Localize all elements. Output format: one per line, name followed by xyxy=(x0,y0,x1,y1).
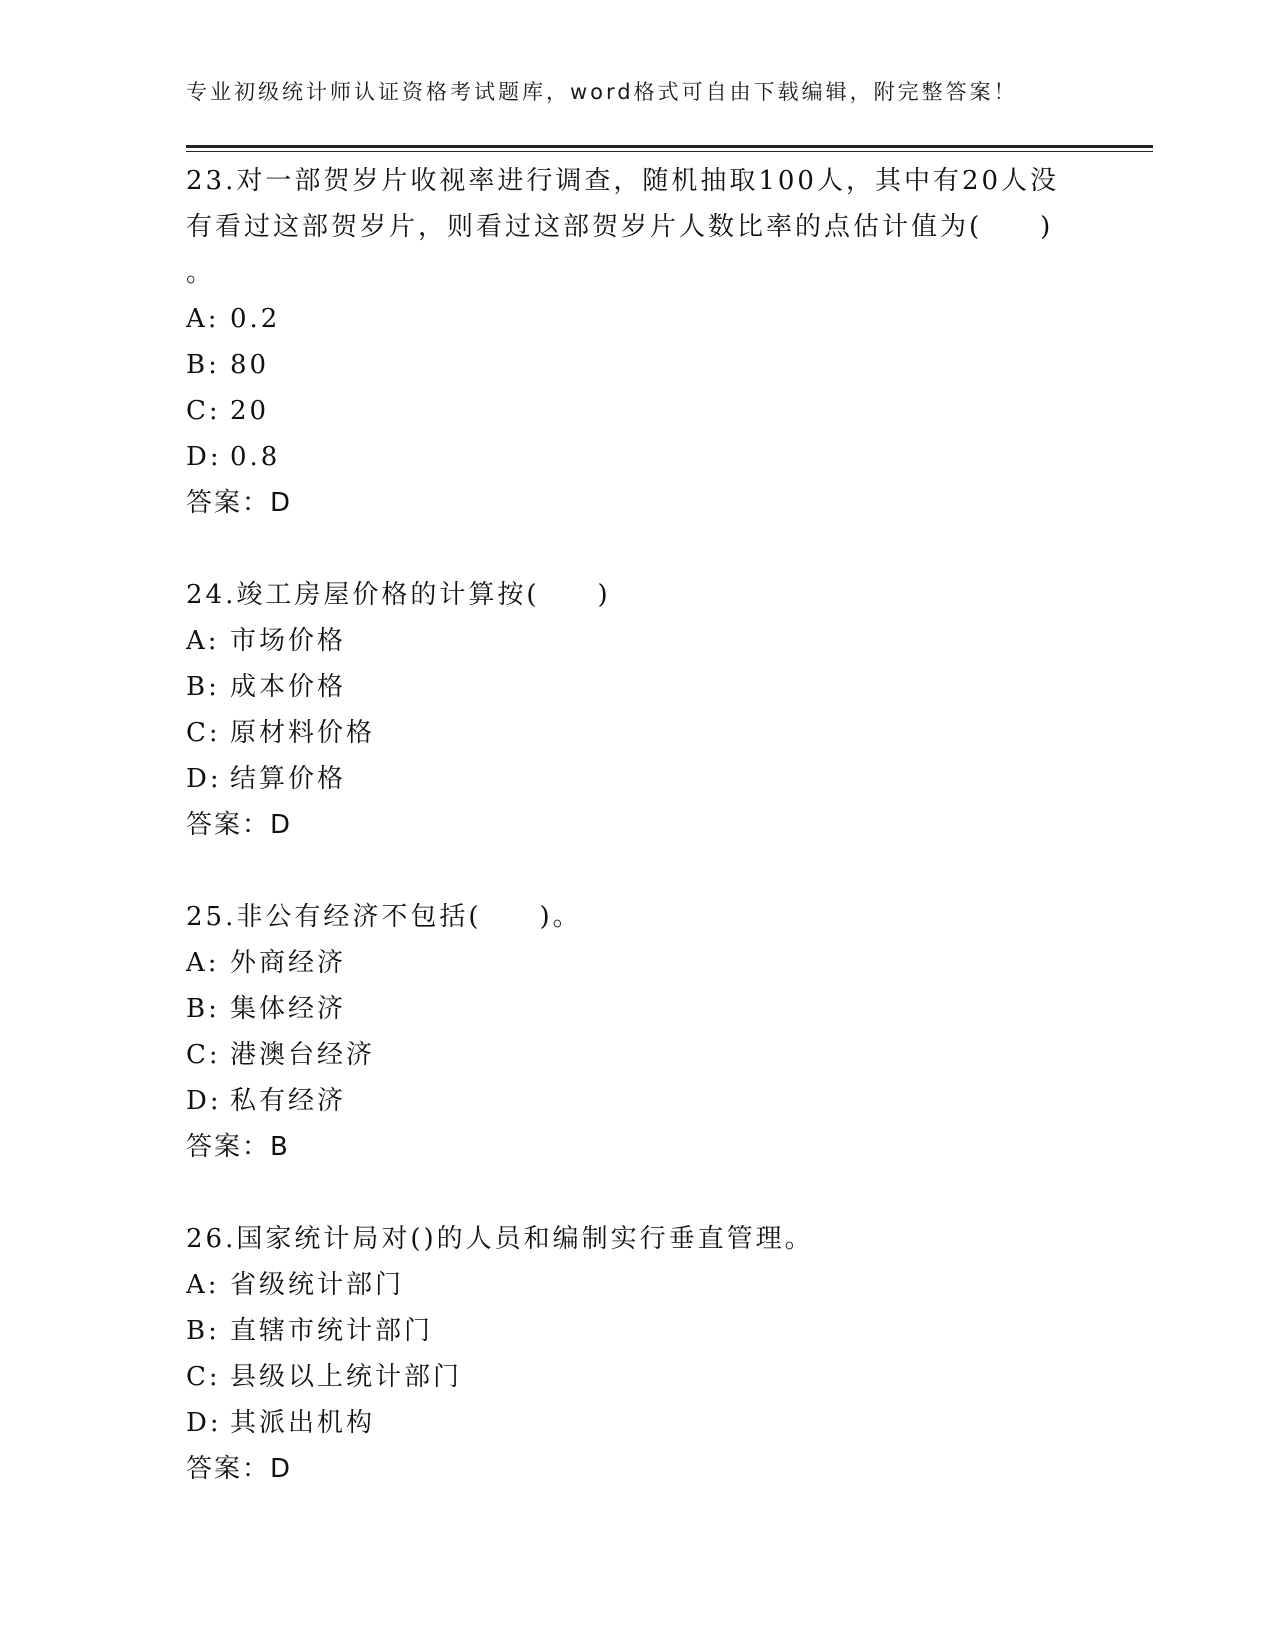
option-text: 私有经济 xyxy=(230,1086,347,1116)
option-text: 外商经济 xyxy=(230,948,347,978)
option-text: 县级以上统计部门 xyxy=(230,1362,463,1392)
option-a xyxy=(186,296,1066,342)
header-divider xyxy=(186,145,1153,148)
option-text: 结算价格 xyxy=(230,764,347,794)
option-b xyxy=(186,342,1066,388)
option-letter: C: xyxy=(186,1362,221,1392)
option-b xyxy=(186,1308,1066,1354)
option-text: 省级统计部门 xyxy=(230,1270,405,1300)
question-25 xyxy=(186,894,1066,1170)
answer-label: 答案： xyxy=(186,1132,271,1162)
answer-label: 答案： xyxy=(186,810,271,840)
option-text: 成本价格 xyxy=(230,672,347,702)
question-stem: 25.非公有经济不包括( )。 xyxy=(186,902,582,932)
question-23 xyxy=(186,158,1066,526)
answer-value: D xyxy=(270,488,293,518)
question-24 xyxy=(186,572,1066,848)
option-a xyxy=(186,940,1066,986)
question-stem: 26.国家统计局对()的人员和编制实行垂直管理。 xyxy=(186,1224,814,1254)
option-text: 市场价格 xyxy=(230,626,347,656)
question-stem: 23.对一部贺岁片收视率进行调查，随机抽取100人，其中有20人没有看过这部贺岁片，则看过这部贺岁片人数比率的点估计值为( ) xyxy=(186,166,1060,242)
answer-line xyxy=(186,1124,1066,1170)
option-letter: A: xyxy=(186,626,220,656)
option-letter: B: xyxy=(186,1316,220,1346)
answer-label: 答案： xyxy=(186,488,271,518)
option-letter: A: xyxy=(186,1270,220,1300)
page-header: 专业初级统计师认证资格考试题库，word格式可自由下载编辑，附完整答案！ xyxy=(186,80,1018,104)
option-letter: D: xyxy=(186,442,222,472)
option-letter: D: xyxy=(186,1086,222,1116)
option-letter: C: xyxy=(186,396,221,426)
header-divider-thin xyxy=(186,151,1153,152)
option-d xyxy=(186,756,1066,802)
option-c xyxy=(186,1032,1066,1078)
option-text: 原材料价格 xyxy=(230,718,376,748)
option-letter: A: xyxy=(186,948,220,978)
option-text: 港澳台经济 xyxy=(230,1040,376,1070)
option-letter: B: xyxy=(186,672,220,702)
question-stem: 24.竣工房屋价格的计算按( ) xyxy=(186,580,611,610)
question-list xyxy=(186,158,1066,1538)
answer-line xyxy=(186,480,1066,526)
option-a xyxy=(186,1262,1066,1308)
option-text: 其派出机构 xyxy=(230,1408,376,1438)
option-letter: D: xyxy=(186,1408,222,1438)
question-26 xyxy=(186,1216,1066,1492)
option-letter: C: xyxy=(186,718,221,748)
option-b xyxy=(186,664,1066,710)
option-d xyxy=(186,1078,1066,1124)
option-text: 80 xyxy=(230,350,270,380)
answer-line xyxy=(186,1446,1066,1492)
option-b xyxy=(186,986,1066,1032)
option-letter: A: xyxy=(186,304,220,334)
answer-value: B xyxy=(270,1132,290,1162)
option-c xyxy=(186,388,1066,434)
option-d xyxy=(186,1400,1066,1446)
option-a xyxy=(186,618,1066,664)
option-letter: B: xyxy=(186,350,220,380)
option-d xyxy=(186,434,1066,480)
option-text: 20 xyxy=(230,396,270,426)
option-text: 集体经济 xyxy=(230,994,347,1024)
option-letter: D: xyxy=(186,764,222,794)
answer-label: 答案： xyxy=(186,1454,271,1484)
option-text: 0.8 xyxy=(230,442,281,472)
answer-line xyxy=(186,802,1066,848)
answer-value: D xyxy=(270,810,293,840)
option-letter: B: xyxy=(186,994,220,1024)
answer-value: D xyxy=(270,1454,293,1484)
question-stem-tail: 。 xyxy=(186,258,216,288)
option-text: 直辖市统计部门 xyxy=(230,1316,434,1346)
option-c xyxy=(186,1354,1066,1400)
option-letter: C: xyxy=(186,1040,221,1070)
option-c xyxy=(186,710,1066,756)
option-text: 0.2 xyxy=(230,304,281,334)
